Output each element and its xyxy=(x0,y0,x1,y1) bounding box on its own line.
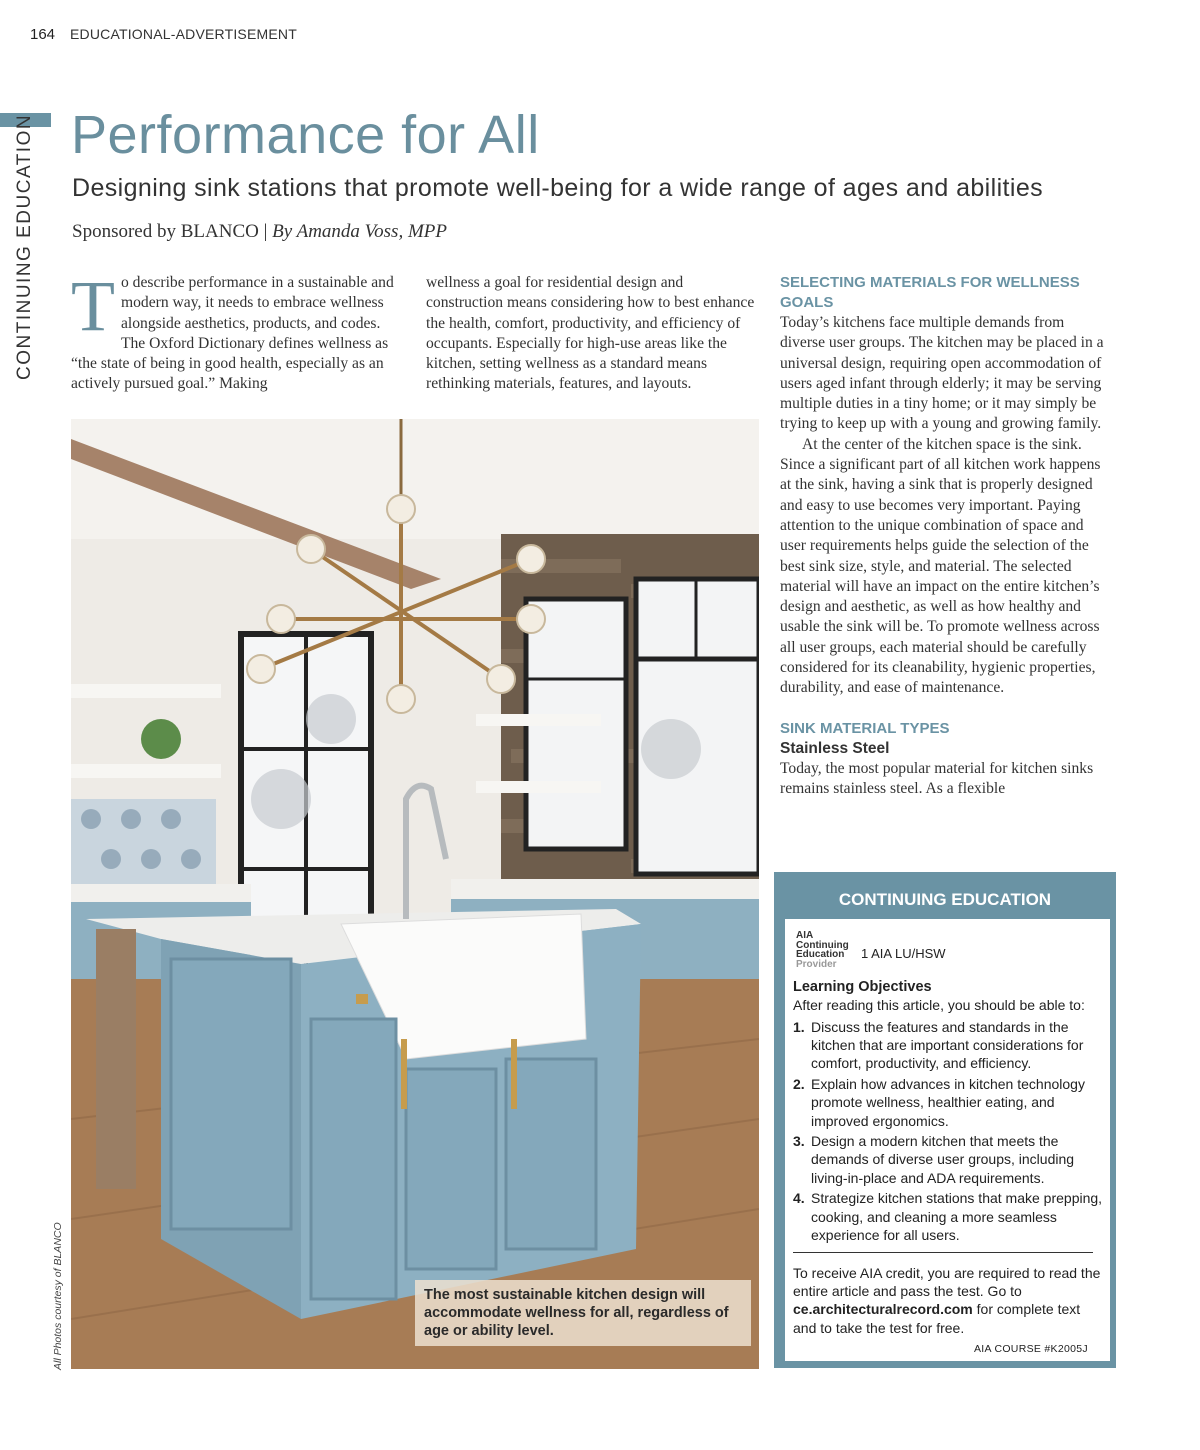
kitchen-illustration xyxy=(71,419,759,1369)
credit-units: 1 AIA LU/HSW xyxy=(861,946,946,961)
section-label: EDUCATIONAL-ADVERTISEMENT xyxy=(70,26,297,42)
subheading-stainless: Stainless Steel xyxy=(780,739,890,757)
author-name: By Amanda Voss, MPP xyxy=(272,221,447,242)
list-item xyxy=(793,1075,1105,1130)
item-number: 4. xyxy=(793,1190,805,1207)
credit-text-part: for complete text and to take the test for free. xyxy=(793,1301,1081,1336)
credit-instructions xyxy=(793,1264,1105,1337)
objectives-intro: After reading this article, you should be able to: xyxy=(793,997,1085,1013)
list-item xyxy=(793,1189,1105,1244)
item-number: 3. xyxy=(793,1133,805,1150)
section-heading-sink-types: SINK MATERIAL TYPES xyxy=(780,719,950,737)
paragraph: At the center of the kitchen space is the sink. Since a significant part of all kitchen work happens at the sink, having a sink that is properly designed and easy to use becomes very important. Paying attention to the unique combination of space and user requirements helps guide the selection of the best sink size, style, and material. The selected material will have an impact on the entire kitchen’s design and aesthetic, as well as how healthy and usable the sink will be. To promote wellness across all user groups, each material should be carefully considered for its cleanability, hygienic properties, durability, and ease of maintenance. xyxy=(780,435,1101,697)
item-text: Discuss the features and standards in the kitchen that are important considerations for comfort, productivity, and efficiency. xyxy=(811,1019,1084,1072)
intro-text-2: wellness a goal for residential design and construction means considering how to best enhance the health, comfort, productivity, and efficiency of occupants. Especially for high-use areas like the kitchen, setting wellness as a standard means rethinking materials, features, and layouts. xyxy=(426,274,755,393)
divider xyxy=(793,1252,1093,1253)
byline xyxy=(72,221,447,243)
paragraph: Today’s kitchens face multiple demands from diverse user groups. The kitchen may be placed in a universal design, requiring open accommodation of users aged infant through elderly; it may be serving multiple duties in a tiny home; or it may simply be trying to keep up with a young and growing family. xyxy=(780,314,1104,433)
logo-line: Continuing xyxy=(796,939,849,951)
logo-line: AIA xyxy=(796,930,814,941)
objectives-list xyxy=(793,1018,1105,1246)
logo-line: Education xyxy=(796,949,845,960)
paragraph: Today, the most popular material for kitchen sinks remains stainless steel. As a flexible xyxy=(780,759,1094,798)
course-code: AIA COURSE #K2005J xyxy=(974,1343,1088,1355)
sponsor-text: Sponsored by BLANCO | xyxy=(72,221,273,242)
objectives-heading: Learning Objectives xyxy=(793,979,932,995)
item-text: Design a modern kitchen that meets the demands of diverse user groups, including living-in-place and ADA requirements. xyxy=(811,1133,1075,1186)
credit-text-part: To receive AIA credit, you are required to read the entire article and pass the test. Go to xyxy=(793,1265,1101,1300)
aia-provider-logo xyxy=(796,931,849,969)
drop-cap: T xyxy=(71,266,115,346)
ce-website-link[interactable]: ce.architecturalrecord.com xyxy=(793,1301,973,1318)
ce-box-heading: CONTINUING EDUCATION xyxy=(838,890,1052,909)
page-subtitle: Designing sink stations that promote well-being for a wide range of ages and abilities xyxy=(72,174,1044,202)
intro-text-1: o describe performance in a sustainable and modern way, it needs to embrace wellness alongside aesthetics, products, and codes. The Oxford Dictionary defines wellness as “the state of being in good health, especially as an actively pursued goal.” Making xyxy=(71,274,394,393)
page-title: Performance for All xyxy=(71,105,540,165)
item-number: 1. xyxy=(793,1019,805,1035)
page-number: 164 xyxy=(30,26,56,43)
photo-caption: The most sustainable kitchen design will accommodate wellness for all, regardless of age or ability level. xyxy=(415,1280,751,1346)
item-text: Explain how advances in kitchen technology promote wellness, healthier eating, and improved ergonomics. xyxy=(811,1076,1085,1129)
photo-credit: All Photos courtesy of BLANCO xyxy=(52,1222,64,1370)
list-item xyxy=(793,1018,1105,1073)
list-item xyxy=(793,1132,1105,1187)
logo-line: Provider xyxy=(796,958,837,970)
kitchen-photo xyxy=(71,419,759,1369)
item-number: 2. xyxy=(793,1076,805,1093)
side-label: CONTINUING EDUCATION xyxy=(14,113,35,380)
intro-column-2 xyxy=(426,273,761,395)
article-column-3 xyxy=(780,273,1112,800)
item-text: Strategize kitchen stations that make prepping, cooking, and cleaning a more seamless experience for all users. xyxy=(811,1190,1103,1243)
intro-column-1 xyxy=(71,266,406,395)
section-heading-materials: SELECTING MATERIALS FOR WELLNESS GOALS xyxy=(780,274,1080,311)
